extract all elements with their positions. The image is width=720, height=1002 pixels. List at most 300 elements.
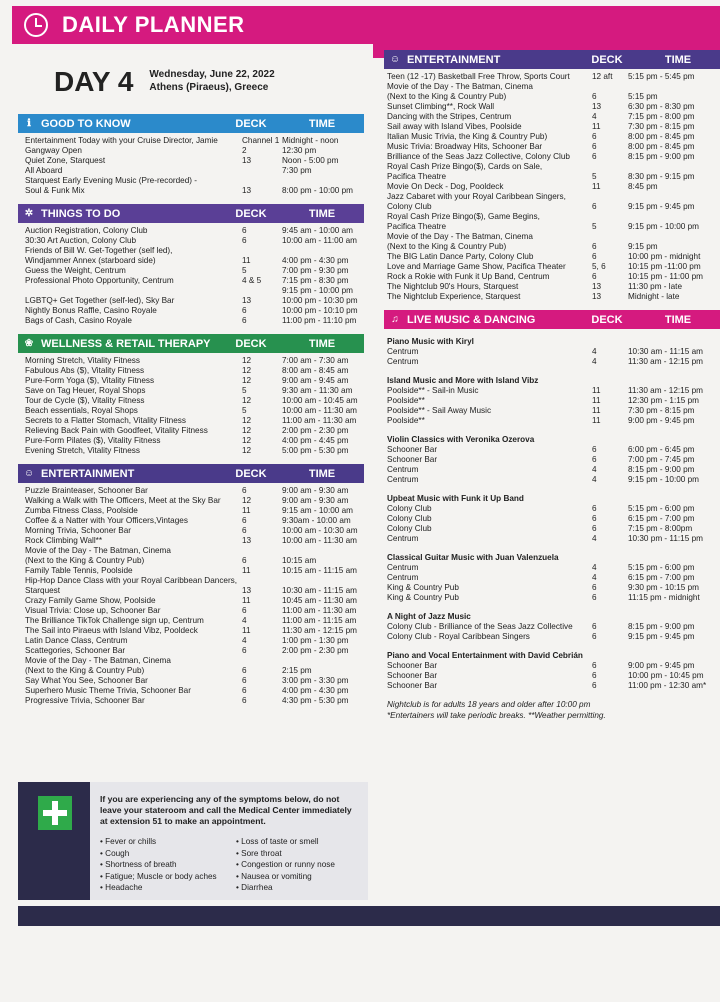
event-name: Beach essentials, Royal Shops [25, 406, 138, 415]
event-name: Walking a Walk with The Officers, Meet at the Sky Bar [25, 496, 221, 505]
event-name: Bags of Cash, Casino Royale [25, 316, 132, 325]
event-time: 9:30am - 10:00 am [282, 516, 351, 525]
schedule-row [25, 376, 364, 386]
event-name: Tour de Cycle ($), Vitality Fitness [25, 396, 145, 405]
deck-number: 6 [242, 306, 247, 315]
event-time: 12:30 pm [282, 146, 317, 155]
event-time: 11:00 am - 11:15 am [282, 616, 357, 625]
event-time: 11:00 pm - 11:10 pm [282, 316, 357, 325]
event-time: 10:30 am - 11:15 am [282, 586, 357, 595]
event-time: 9:45 am - 10:00 am [282, 226, 353, 235]
medical-message: If you are experiencing any of the symptoms below, do not leave your stateroom and call the Medical Center immediately at extension 51 to make an appointment. [100, 794, 352, 826]
event-time: 9:00 am - 9:45 am [282, 376, 349, 385]
schedule-row [25, 606, 364, 616]
event-time: 11:00 am - 11:30 am [282, 416, 357, 425]
event-name: Movie of the Day - The Batman, Cinema [25, 546, 171, 555]
deck-number: 12 [242, 496, 252, 505]
schedule-row [387, 292, 720, 302]
deck-number: 5 [592, 222, 597, 231]
deck-number: 11 [242, 626, 251, 635]
deck-number [242, 286, 282, 296]
schedule-row [25, 276, 364, 286]
schedule-row [387, 162, 720, 172]
event-name: Morning Stretch, Vitality Fitness [25, 356, 140, 365]
event-time: 9:00 pm - 9:45 pm [628, 661, 695, 670]
event-name: 30:30 Art Auction, Colony Club [25, 236, 137, 245]
schedule-row [387, 524, 720, 534]
schedule-row [25, 586, 364, 596]
deck-number: 4 [592, 534, 597, 543]
event-time: 12:30 pm - 1:15 pm [628, 396, 699, 405]
left-column [18, 58, 364, 714]
music-group-title: Island Music and More with Island Vibz [387, 376, 539, 385]
event-name: Royal Cash Prize Bingo($), Cards on Sale, [387, 162, 543, 171]
deck-number: 6 [242, 696, 247, 705]
deck-number: 11 [242, 596, 251, 605]
deck-number: 13 [242, 296, 252, 305]
deck-number: 6 [592, 524, 597, 533]
lotus-icon: ❀ [24, 338, 34, 349]
schedule-row [387, 152, 720, 162]
event-time: 8:15 pm - 9:00 pm [628, 465, 695, 474]
schedule-row [387, 357, 720, 367]
deck-number [242, 656, 282, 666]
event-name: Poolside** [387, 396, 425, 405]
schedule-row [387, 102, 720, 112]
page-title: DAILY PLANNER [62, 12, 245, 37]
deck-number: 4 & 5 [242, 276, 262, 285]
event-time: 9:00 pm - 9:45 pm [628, 416, 695, 425]
event-name: Pure-Form Pilates ($), Vitality Fitness [25, 436, 161, 445]
deck-number: 6 [242, 236, 247, 245]
event-time: 10:30 pm - 11:15 pm [628, 534, 703, 543]
event-name: Schooner Bar [387, 455, 438, 464]
deck-number [242, 576, 282, 586]
event-time [628, 192, 720, 202]
event-time: 4:30 pm - 5:30 pm [282, 696, 349, 705]
event-name: (Next to the King & Country Pub) [387, 92, 507, 101]
event-time: 7:00 pm - 9:30 pm [282, 266, 349, 275]
music-group [387, 375, 720, 426]
deck-number: 11 [242, 256, 251, 265]
entertainment-left-section [18, 464, 364, 706]
planner-header [12, 6, 720, 44]
schedule-row [25, 136, 364, 146]
music-group [387, 552, 720, 603]
deck-number: 5 [592, 172, 597, 181]
symptom-item: • Sore throat [236, 848, 335, 860]
event-time: 4:00 pm - 4:30 pm [282, 686, 349, 695]
event-name: Say What You See, Schooner Bar [25, 676, 148, 685]
schedule-row [25, 256, 364, 266]
schedule-row [25, 306, 364, 316]
deck-number: 6 [592, 661, 597, 670]
event-name: Secrets to a Flatter Stomach, Vitality Fitness [25, 416, 186, 425]
deck-number: 11 [242, 506, 251, 515]
event-name: Guess the Weight, Centrum [25, 266, 126, 275]
wellness-section [18, 334, 364, 456]
deck-number: 6 [592, 152, 597, 161]
event-time: 8:00 am - 8:45 am [282, 366, 349, 375]
symptom-item: • Shortness of breath [100, 859, 217, 871]
event-name: Centrum [387, 563, 419, 572]
event-time: 7:15 pm - 8:00 pm [628, 112, 695, 121]
deck-number: 6 [242, 486, 247, 495]
schedule-row [387, 661, 720, 671]
deck-number [592, 192, 628, 202]
schedule-row [25, 226, 364, 236]
deck-number [242, 176, 282, 186]
schedule-row [25, 576, 364, 586]
good-to-know-section [18, 114, 364, 196]
event-name: Centrum [387, 465, 419, 474]
schedule-row [387, 72, 720, 82]
schedule-row [387, 82, 720, 92]
event-name: Pacifica Theatre [387, 222, 447, 231]
event-time: 10:00 am - 11:30 am [282, 536, 357, 545]
event-name: Colony Club [387, 524, 432, 533]
deck-number: 4 [242, 616, 247, 625]
event-name: Starquest Early Evening Music (Pre-recorded) - [25, 176, 198, 185]
deck-number: 11 [242, 566, 251, 575]
event-name: Coffee & a Natter with Your Officers,Vintages [25, 516, 188, 525]
good-to-know-header: ℹ GOOD TO KNOW DECK TIME [18, 114, 364, 133]
medical-cross-icon [38, 796, 72, 830]
schedule-row [387, 262, 720, 272]
event-name: Colony Club - Royal Caribbean Singers [387, 632, 530, 641]
event-name: Evening Stretch, Vitality Fitness [25, 446, 140, 455]
event-time: Midnight - noon [282, 136, 339, 145]
event-name: Poolside** [387, 416, 425, 425]
event-name: Colony Club [387, 504, 432, 513]
deck-number: 6 [592, 132, 597, 141]
deck-number: 6 [242, 516, 247, 525]
schedule-row [387, 242, 720, 252]
schedule-row [25, 526, 364, 536]
day-date: Wednesday, June 22, 2022 [149, 69, 275, 80]
event-time: 10:00 pm - 10:30 pm [282, 296, 358, 305]
deck-number: 6 [592, 272, 597, 281]
deck-number [592, 212, 628, 222]
deck-number: 6 [592, 202, 597, 211]
deck-number: 11 [592, 396, 601, 405]
event-name: Starquest [25, 586, 61, 595]
deck-number: 12 [242, 396, 252, 405]
event-time [282, 246, 364, 256]
schedule-row [387, 92, 720, 102]
event-name: The Sail into Piraeus with Island Vibz, Pooldeck [25, 626, 198, 635]
event-name: Centrum [387, 347, 419, 356]
event-name: Progressive Trivia, Schooner Bar [25, 696, 145, 705]
deck-number: 4 [592, 573, 597, 582]
deck-number [592, 162, 628, 172]
deck-number: 6 [592, 455, 597, 464]
deck-number: 6 [242, 606, 247, 615]
event-time: 10:00 pm - midnight [628, 252, 701, 261]
music-group-title: Piano and Vocal Entertainment with David Cebrián [387, 651, 583, 660]
event-time: 2:15 pm [282, 666, 312, 675]
event-time: 10:15 pm - 11:00 pm [628, 272, 703, 281]
event-name: The Nightclub 90's Hours, Starquest [387, 282, 519, 291]
schedule-row [25, 356, 364, 366]
deck-number: 12 [242, 436, 252, 445]
footnote: Nightclub is for adults 18 years and older after 10:00 pm [387, 700, 591, 709]
event-name: Friends of Bill W. Get-Together (self led), [25, 246, 173, 255]
event-name: Family Table Tennis, Poolside [25, 566, 133, 575]
deck-number: 12 [242, 446, 252, 455]
event-name: Movie of the Day - The Batman, Cinema [25, 656, 171, 665]
event-time [282, 176, 364, 186]
event-name: Music Trivia: Broadway Hits, Schooner Bar [387, 142, 543, 151]
schedule-row [387, 282, 720, 292]
event-name: All Aboard [25, 166, 63, 175]
right-column [384, 50, 720, 729]
event-name: Schooner Bar [387, 445, 438, 454]
event-name: Fabulous Abs ($), Vitality Fitness [25, 366, 145, 375]
deck-number: 6 [592, 142, 597, 151]
event-name: Dancing with the Stripes, Centrum [387, 112, 512, 121]
event-name: Italian Music Trivia, the King & Country Pub) [387, 132, 548, 141]
schedule-row [25, 366, 364, 376]
deck-number: 6 [592, 632, 597, 641]
footnotes [384, 699, 720, 721]
live-music-groups [384, 329, 720, 691]
symptom-item: • Diarrhea [236, 882, 335, 894]
schedule-row [25, 676, 364, 686]
deck-number: 6 [242, 686, 247, 695]
deck-number [242, 246, 282, 256]
schedule-row [25, 496, 364, 506]
deck-number: 11 [592, 386, 601, 395]
symptom-item: • Nausea or vomiting [236, 871, 335, 883]
schedule-row [387, 465, 720, 475]
deck-number: 6 [242, 526, 247, 535]
schedule-row [25, 616, 364, 626]
event-time: 11:00 pm - 12:30 am* [628, 681, 707, 690]
event-time: 1:00 pm - 1:30 pm [282, 636, 349, 645]
schedule-row [387, 132, 720, 142]
event-time: 10:30 am - 11:15 am [628, 347, 703, 356]
schedule-row [387, 593, 720, 603]
event-name: Zumba Fitness Class, Poolside [25, 506, 138, 515]
event-name: Sail away with Island Vibes, Poolside [387, 122, 522, 131]
schedule-row [387, 386, 720, 396]
schedule-row [387, 252, 720, 262]
deck-number: 13 [592, 282, 602, 291]
deck-number: 6 [592, 671, 597, 680]
event-time: 10:00 pm - 10:45 pm [628, 671, 704, 680]
deck-number: 4 [592, 465, 597, 474]
event-name: Schooner Bar [387, 661, 438, 670]
deck-number: 13 [592, 292, 602, 301]
deck-number: 6 [242, 646, 247, 655]
event-name: (Next to the King & Country Pub) [25, 666, 145, 675]
event-name: Scattegories, Schooner Bar [25, 646, 126, 655]
schedule-row [25, 566, 364, 576]
deck-number: 4 [592, 347, 597, 356]
event-time: 5:15 pm - 6:00 pm [628, 504, 695, 513]
music-group [387, 336, 720, 367]
event-name: Schooner Bar [387, 681, 438, 690]
event-time: 9:30 am - 11:30 am [282, 386, 353, 395]
schedule-row [25, 156, 364, 166]
event-name: Jazz Cabaret with your Royal Caribbean Singers, [387, 192, 566, 201]
deck-number: 11 [592, 182, 601, 191]
event-time: 9:15 pm - 9:45 pm [628, 632, 695, 641]
schedule-row [25, 236, 364, 246]
schedule-row [387, 347, 720, 357]
symptom-item: • Headache [100, 882, 217, 894]
event-name: Entertainment Today with your Cruise Director, Jamie [25, 136, 218, 145]
event-name: Soul & Funk Mix [25, 186, 85, 195]
event-name: Superhero Music Theme Trivia, Schooner Bar [25, 686, 191, 695]
schedule-row [25, 426, 364, 436]
event-time: 8:15 pm - 9:00 pm [628, 622, 695, 631]
entertainment-left-header: ☺ ENTERTAINMENT DECK TIME [18, 464, 364, 483]
event-name: Centrum [387, 534, 419, 543]
schedule-row [25, 436, 364, 446]
schedule-row [387, 232, 720, 242]
deck-number: 12 [242, 416, 252, 425]
event-time [628, 212, 720, 222]
music-group [387, 650, 720, 691]
event-time: 5:15 pm - 5:45 pm [628, 72, 695, 81]
music-group [387, 611, 720, 642]
event-time: 6:00 pm - 6:45 pm [628, 445, 695, 454]
event-name: Professional Photo Opportunity, Centrum [25, 276, 174, 285]
schedule-row [387, 681, 720, 691]
event-name: The Brilliance TikTok Challenge sign up, Centrum [25, 616, 204, 625]
event-time: 5:15 pm - 6:00 pm [628, 563, 695, 572]
event-time: 6:30 pm - 8:30 pm [628, 102, 695, 111]
schedule-row [25, 626, 364, 636]
deck-number: 6 [592, 593, 597, 602]
event-time [282, 656, 364, 666]
event-time: 11:30 am - 12:15 pm [628, 357, 703, 366]
event-time: 7:00 pm - 7:45 pm [628, 455, 695, 464]
event-name: Love and Marriage Game Show, Pacifica Theater [387, 262, 566, 271]
clock-icon [24, 13, 48, 37]
schedule-row [25, 176, 364, 186]
event-name: Movie of the Day - The Batman, Cinema [387, 232, 533, 241]
schedule-row [25, 296, 364, 306]
event-time: 10:00 am - 10:45 am [282, 396, 358, 405]
event-time [628, 232, 720, 242]
deck-number: 12 [242, 426, 252, 435]
live-music-section [384, 310, 720, 721]
schedule-row [387, 504, 720, 514]
deck-number: 13 [592, 102, 602, 111]
event-time: 7:30 pm - 8:15 pm [628, 122, 695, 131]
deck-number: 11 [592, 416, 601, 425]
deck-number: 12 [242, 356, 252, 365]
wellness-rows [18, 353, 364, 456]
event-time: 9:15 pm - 10:00 pm [282, 286, 353, 295]
deck-number: 12 [242, 366, 252, 375]
entertainment-left-rows [18, 483, 364, 706]
deck-number: 13 [242, 586, 252, 595]
schedule-row [25, 646, 364, 656]
schedule-row [25, 416, 364, 426]
event-time: 9:15 pm - 10:00 pm [628, 222, 699, 231]
event-time: 7:30 pm - 8:15 pm [628, 406, 695, 415]
schedule-row [25, 666, 364, 676]
schedule-row [387, 514, 720, 524]
deck-number: 11 [592, 406, 601, 415]
schedule-row [387, 455, 720, 465]
theater-masks-icon: ☺ [389, 54, 401, 65]
deck-number: 4 [242, 636, 247, 645]
event-name: Brilliance of the Seas Jazz Collective, Colony Club [387, 152, 570, 161]
schedule-row [25, 556, 364, 566]
things-to-do-section [18, 204, 364, 326]
event-time: 8:15 pm - 9:00 pm [628, 152, 695, 161]
schedule-row [387, 406, 720, 416]
event-name: Windjammer Annex (starboard side) [25, 256, 156, 265]
deck-number: 4 [592, 563, 597, 572]
event-time: 4:00 pm - 4:45 pm [282, 436, 349, 445]
deck-number: 6 [592, 504, 597, 513]
event-name: Royal Cash Prize Bingo($), Game Begins, [387, 212, 540, 221]
event-name: Gangway Open [25, 146, 82, 155]
deck-number: 6 [592, 92, 597, 101]
schedule-row [25, 536, 364, 546]
medical-notice [18, 782, 368, 900]
theater-masks-icon: ☺ [23, 468, 35, 479]
day-port: Athens (Piraeus), Greece [149, 82, 269, 93]
schedule-row [387, 416, 720, 426]
schedule-row [387, 671, 720, 681]
event-name: Movie On Deck - Dog, Pooldeck [387, 182, 504, 191]
things-to-do-rows [18, 223, 364, 326]
deck-number [592, 232, 628, 242]
event-time: 11:00 am - 11:30 am [282, 606, 357, 615]
entertainment-right-section [384, 50, 720, 302]
event-time: 6:15 pm - 7:00 pm [628, 573, 695, 582]
schedule-row [387, 192, 720, 202]
event-time: 8:30 pm - 9:15 pm [628, 172, 695, 181]
event-time: 5:00 pm - 5:30 pm [282, 446, 349, 455]
symptom-item: • Fatigue; Muscle or body aches [100, 871, 217, 883]
schedule-row [387, 622, 720, 632]
event-time: 11:15 pm - midnight [628, 593, 700, 602]
deck-number: 6 [592, 622, 597, 631]
music-group-title: A Night of Jazz Music [387, 612, 471, 621]
wellness-header: ❀ WELLNESS & RETAIL THERAPY DECK TIME [18, 334, 364, 353]
schedule-row [387, 172, 720, 182]
music-group-title: Piano Music with Kiryl [387, 337, 474, 346]
event-name: The Nightclub Experience, Starquest [387, 292, 521, 301]
event-name: Rock Climbing Wall** [25, 536, 103, 545]
deck-number: 13 [242, 186, 252, 195]
event-time: Noon - 5:00 pm [282, 156, 339, 165]
event-name: Colony Club - Brilliance of the Seas Jazz Collective [387, 622, 573, 631]
event-time: 4:00 pm - 4:30 pm [282, 256, 349, 265]
event-name: Rock a Rokie with Funk it Up Band, Centrum [387, 272, 550, 281]
schedule-row [387, 272, 720, 282]
schedule-row [387, 563, 720, 573]
info-icon: ℹ [27, 118, 31, 129]
deck-number: 5, 6 [592, 262, 606, 271]
schedule-row [25, 166, 364, 176]
footnote: *Entertainers will take periodic breaks. **Weather permitting. [387, 711, 606, 720]
symptom-list-1 [100, 836, 217, 894]
deck-number: 6 [242, 226, 247, 235]
schedule-row [25, 246, 364, 256]
schedule-row [25, 636, 364, 646]
event-time: 10:00 pm - 10:10 pm [282, 306, 358, 315]
live-music-header: ♫ LIVE MUSIC & DANCING DECK TIME [384, 310, 720, 329]
